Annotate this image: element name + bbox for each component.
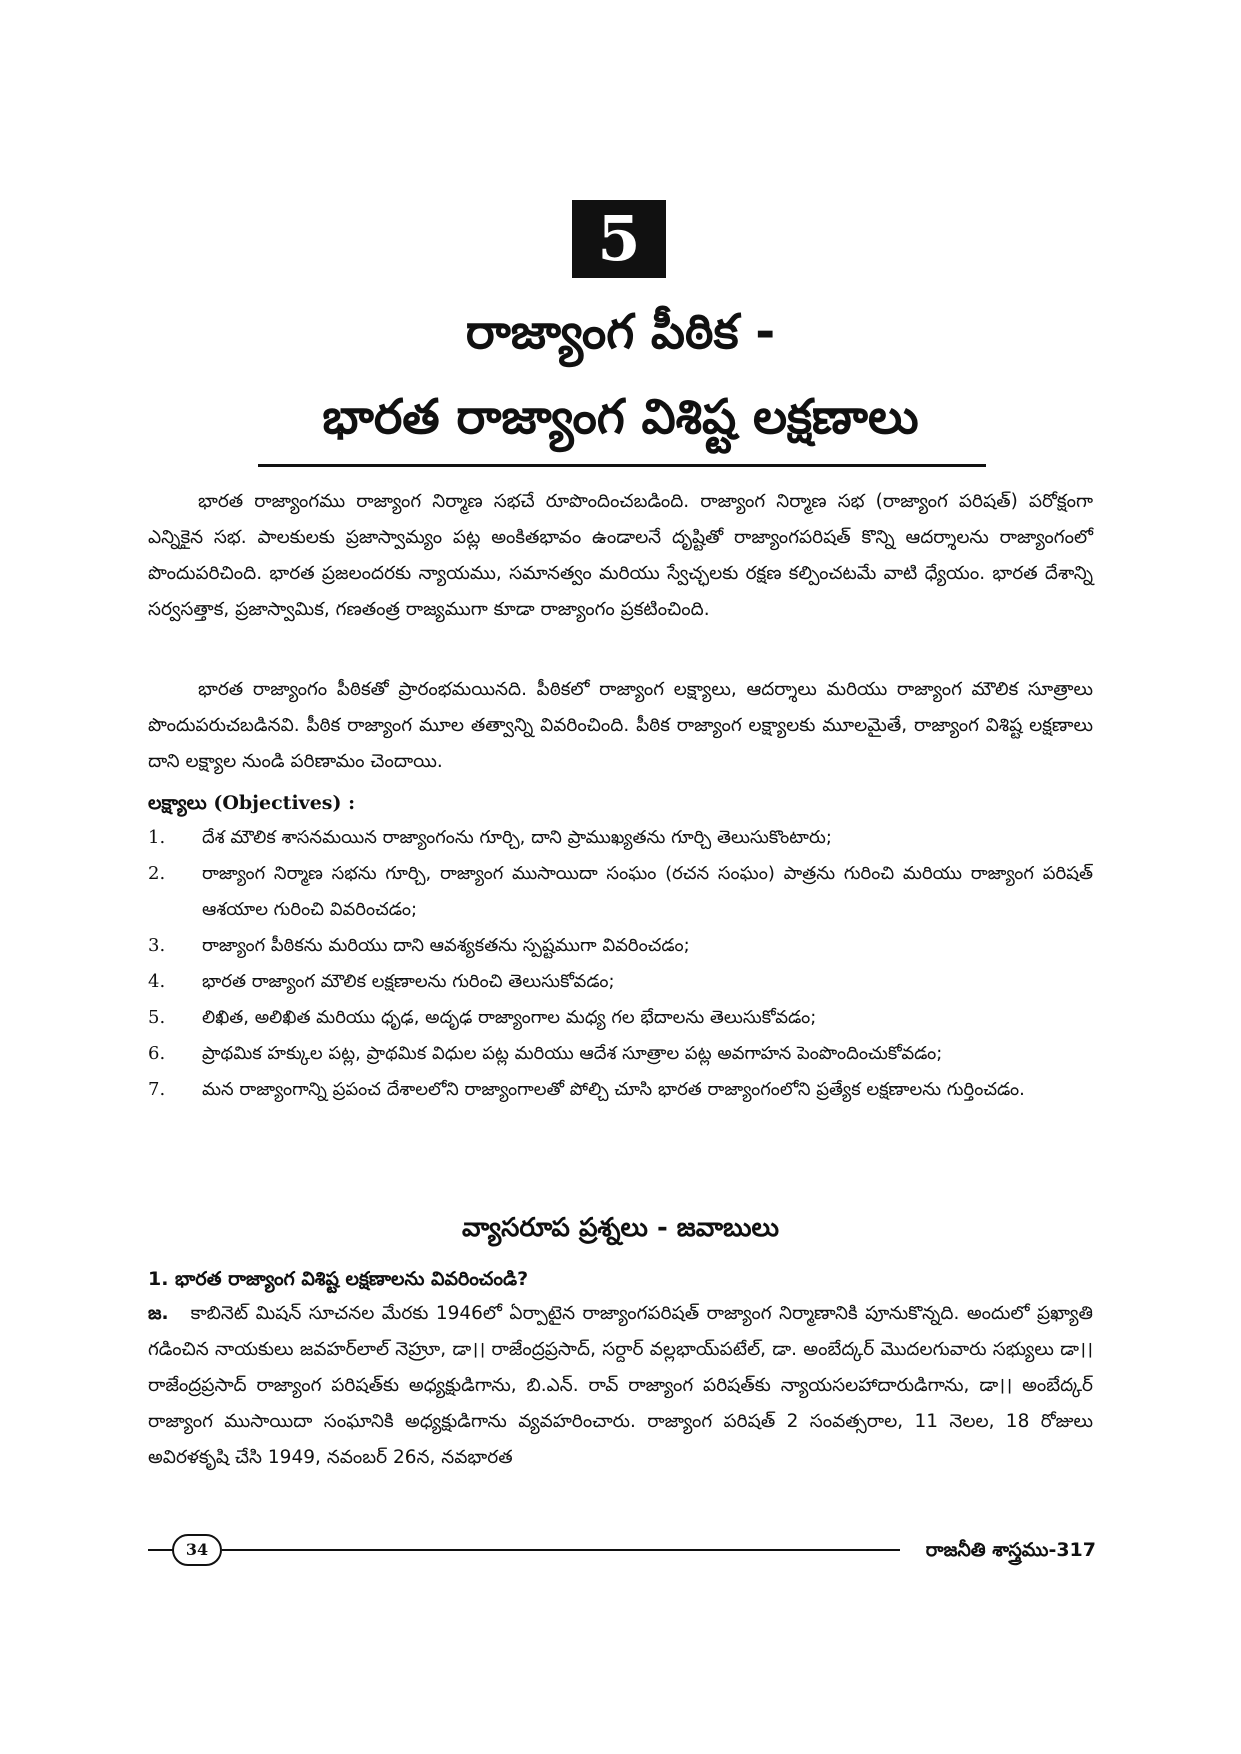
list-item-number: 6. <box>148 1043 166 1064</box>
list-item <box>148 928 1093 964</box>
list-item-text: భారత రాజ్యాంగ మౌలిక లక్షణాలను గురించి తెలుసుకోవడం; <box>202 971 615 992</box>
list-item-text: లిఖిత, అలిఖిత మరియు ధృఢ, అదృఢ రాజ్యాంగాల మధ్య గల భేదాలను తెలుసుకోవడం; <box>202 1007 817 1028</box>
objectives-heading <box>148 786 355 820</box>
list-item-number: 5. <box>148 1007 166 1028</box>
list-item-text: మన రాజ్యాంగాన్ని ప్రపంచ దేశాలలోని రాజ్యాంగాలతో పోల్చి చూసి భారత రాజ్యాంగంలోని ప్రత్యేక లక్షణాలను గుర్తించడం. <box>202 1079 1025 1100</box>
list-item <box>148 1000 1093 1036</box>
objectives-heading-english: (Objectives) : <box>213 792 356 814</box>
answer-paragraph <box>148 1296 1093 1476</box>
objectives-list <box>148 820 1093 1108</box>
list-item-text: ప్రాథమిక హక్కుల పట్ల, ప్రాథమిక విధుల పట్ల మరియు ఆదేశ సూత్రాల పట్ల అవగాహన పెంపొందించుకోవడం; <box>202 1043 943 1064</box>
page-number: 34 <box>172 1534 222 1566</box>
list-item <box>148 1036 1093 1072</box>
list-item <box>148 820 1093 856</box>
title-divider <box>258 464 986 467</box>
objectives-heading-telugu: లక్ష్యాలు <box>148 792 207 814</box>
answer-text: కాబినెట్ మిషన్ సూచనల మేరకు 1946లో ఏర్పాటైన రాజ్యాంగపరిషత్ రాజ్యాంగ నిర్మాణానికి పూనుకొన్నది. అందులో ప్రఖ్యాతి గడించిన నాయకులు జవహర్‌లాల్ నెహ్రూ, డా।। రాజేంద్రప్రసాద్, సర్దార్ వల్లభాయ్‌పటేల్, డా. అంబేద్కర్ మొదలగువారు సభ్యులు డా।। రాజేంద్రప్రసాద్ రాజ్యాంగ పరిషత్‌కు అధ్యక్షుడిగాను, బి.ఎన్. రావ్ రాజ్యాంగ పరిషత్‌కు న్యాయసలహాదారుడిగాను, డా।। అంబేద్కర్ రాజ్యాంగ ముసాయిదా సంఘానికి అధ్యక్షుడిగాను వ్యవహరించారు. రాజ్యాంగ పరిషత్ 2 సంవత్సరాల, 11 నెలల, 18 రోజులు అవిరళకృషి చేసి 1949, నవంబర్ 26న, నవభారత <box>148 1303 1093 1468</box>
chapter-title-line-1: రాజ్యాంగ పీఠిక - <box>465 304 776 360</box>
list-item-text: రాజ్యాంగ నిర్మాణ సభను గూర్చి, రాజ్యాంగ ముసాయిదా సంఘం (రచన సంఘం) పాత్రను గురించి మరియు రాజ్యాంగ పరిషత్ ఆశయాల గురించి వివరించడం; <box>202 863 1093 920</box>
intro-paragraph-2: భారత రాజ్యాంగం పీఠికతో ప్రారంభమయినది. పీఠికలో రాజ్యాంగ లక్ష్యాలు, ఆదర్శాలు మరియు రాజ్యాంగ మౌలిక సూత్రాలు పొందుపరుచబడినవి. పీఠిక రాజ్యాంగ మూల తత్వాన్ని వివరించింది. పీఠిక రాజ్యాంగ లక్ష్యాలకు మూలమైతే, రాజ్యాంగ విశిష్ట లక్షణాలు దాని లక్ష్యాల నుండి పరిణామం చెందాయి. <box>148 679 1093 772</box>
chapter-number-badge: 5 <box>572 200 666 278</box>
list-item <box>148 856 1093 928</box>
footer-rule-left <box>148 1549 174 1551</box>
list-item-text: రాజ్యాంగ పీఠికను మరియు దాని ఆవశ్యకతను స్పష్టముగా వివరించడం; <box>202 935 690 956</box>
running-title: రాజనీతి శాస్త్రము-317 <box>925 1539 1096 1561</box>
list-item-number: 2. <box>148 863 166 884</box>
list-item-number: 4. <box>148 971 166 992</box>
intro-paragraph-1: భారత రాజ్యాంగము రాజ్యాంగ నిర్మాణ సభచే రూపొందించబడింది. రాజ్యాంగ నిర్మాణ సభ (రాజ్యాంగ పరిషత్) పరోక్షంగా ఎన్నికైన సభ. పాలకులకు ప్రజాస్వామ్యం పట్ల అంకితభావం ఉండాలనే దృష్టితో రాజ్యాంగపరిషత్ కొన్ని ఆదర్శాలను రాజ్యాంగంలో పొందుపరిచింది. భారత ప్రజలందరకు న్యాయము, సమానత్వం మరియు స్వేచ్ఛలకు రక్షణ కల్పించటమే వాటి ధ్యేయం. భారత దేశాన్ని సర్వసత్తాక, ప్రజాస్వామిక, గణతంత్ర రాజ్యముగా కూడా రాజ్యాంగం ప్రకటించింది. <box>148 491 1093 620</box>
footer-rule <box>222 1549 900 1551</box>
question-heading: 1. భారత రాజ్యాంగ విశిష్ట లక్షణాలను వివరించండి? <box>148 1268 529 1290</box>
list-item-number: 3. <box>148 935 166 956</box>
chapter-title-line-2: భారత రాజ్యాంగ విశిష్ట లక్షణాలు <box>322 389 919 445</box>
section-title: వ్యాసరూప ప్రశ్నలు - జవాబులు <box>462 1213 779 1243</box>
list-item-number: 7. <box>148 1079 166 1100</box>
list-item-text: దేశ మౌలిక శాసనమయిన రాజ్యాంగంను గూర్చి, దాని ప్రాముఖ్యతను గూర్చి తెలుసుకొంటారు; <box>202 827 832 848</box>
answer-label: జ. <box>148 1303 169 1324</box>
list-item <box>148 1072 1093 1108</box>
list-item <box>148 964 1093 1000</box>
list-item-number: 1. <box>148 827 166 848</box>
